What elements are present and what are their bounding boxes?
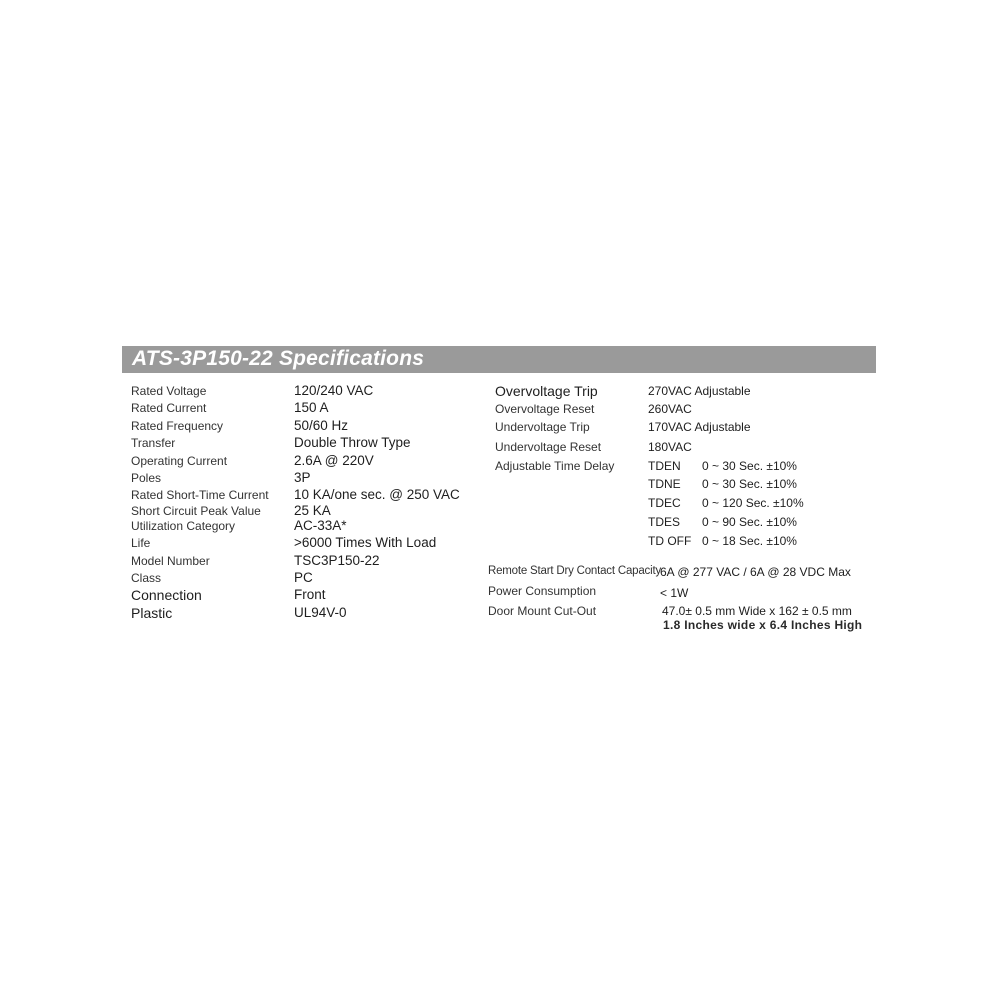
spec-label: Rated Voltage [131, 384, 207, 398]
spec-label: Operating Current [131, 454, 228, 468]
spec-value: 270VAC Adjustable [648, 384, 751, 398]
time-delay-code: TDES [648, 515, 681, 529]
spec-value: 10 KA/one sec. @ 250 VAC [294, 487, 460, 502]
spec-label: Remote Start Dry Contact Capacity [488, 565, 661, 577]
spec-title: ATS-3P150-22 Specifications [132, 347, 425, 370]
spec-label: Connection [131, 587, 202, 603]
spec-value: UL94V-0 [294, 605, 347, 620]
spec-value: TSC3P150-22 [294, 553, 380, 568]
time-delay-code: TD OFF [648, 534, 692, 548]
spec-value: 6A @ 277 VAC / 6A @ 28 VDC Max [660, 565, 851, 579]
spec-value: Front [294, 587, 326, 602]
time-delay-range: 0 ~ 18 Sec. ±10% [702, 534, 797, 548]
time-delay-code: TDEN [648, 459, 681, 473]
spec-value: >6000 Times With Load [294, 535, 437, 550]
spec-label: Plastic [131, 605, 173, 621]
spec-value: PC [294, 570, 313, 585]
spec-value: 260VAC [648, 402, 692, 416]
spec-label: Poles [131, 471, 162, 485]
spec-label: Rated Short-Time Current [131, 488, 269, 502]
spec-label: Life [131, 536, 151, 550]
spec-value: 120/240 VAC [294, 383, 374, 398]
spec-value: 25 KA [294, 503, 331, 518]
time-delay-range: 0 ~ 90 Sec. ±10% [702, 515, 797, 529]
spec-label: Transfer [131, 436, 176, 450]
cutout-note: 1.8 Inches wide x 6.4 Inches High [663, 618, 863, 632]
time-delay-range: 0 ~ 30 Sec. ±10% [702, 477, 797, 491]
time-delay-code: TDEC [648, 496, 681, 510]
time-delay-range: 0 ~ 120 Sec. ±10% [702, 496, 804, 510]
spec-value: 180VAC [648, 440, 692, 454]
spec-label: Undervoltage Trip [495, 420, 590, 434]
spec-value: 50/60 Hz [294, 418, 349, 433]
spec-label: Overvoltage Reset [495, 402, 595, 416]
spec-value: 2.6A @ 220V [294, 453, 374, 468]
spec-label: Power Consumption [488, 584, 597, 598]
spec-value: 150 A [294, 400, 329, 415]
spec-value: 3P [294, 470, 311, 485]
spec-value: 47.0± 0.5 mm Wide x 162 ± 0.5 mm [662, 604, 852, 618]
spec-label: Rated Current [131, 401, 207, 415]
spec-label: Overvoltage Trip [495, 383, 598, 399]
time-delay-range: 0 ~ 30 Sec. ±10% [702, 459, 797, 473]
spec-label: Short Circuit Peak Value [131, 504, 261, 518]
spec-label: Class [131, 571, 162, 585]
spec-label: Adjustable Time Delay [495, 459, 615, 473]
spec-label: Rated Frequency [131, 419, 224, 433]
time-delay-code: TDNE [648, 477, 681, 491]
spec-value: < 1W [660, 586, 689, 600]
spec-value: 170VAC Adjustable [648, 420, 751, 434]
spec-label: Utilization Category [131, 519, 236, 533]
spec-label: Undervoltage Reset [495, 440, 602, 454]
spec-label: Model Number [131, 554, 210, 568]
spec-value: Double Throw Type [294, 435, 411, 450]
spec-value: AC-33A* [294, 518, 347, 533]
spec-label: Door Mount Cut-Out [488, 604, 597, 618]
title-bar [122, 346, 876, 373]
